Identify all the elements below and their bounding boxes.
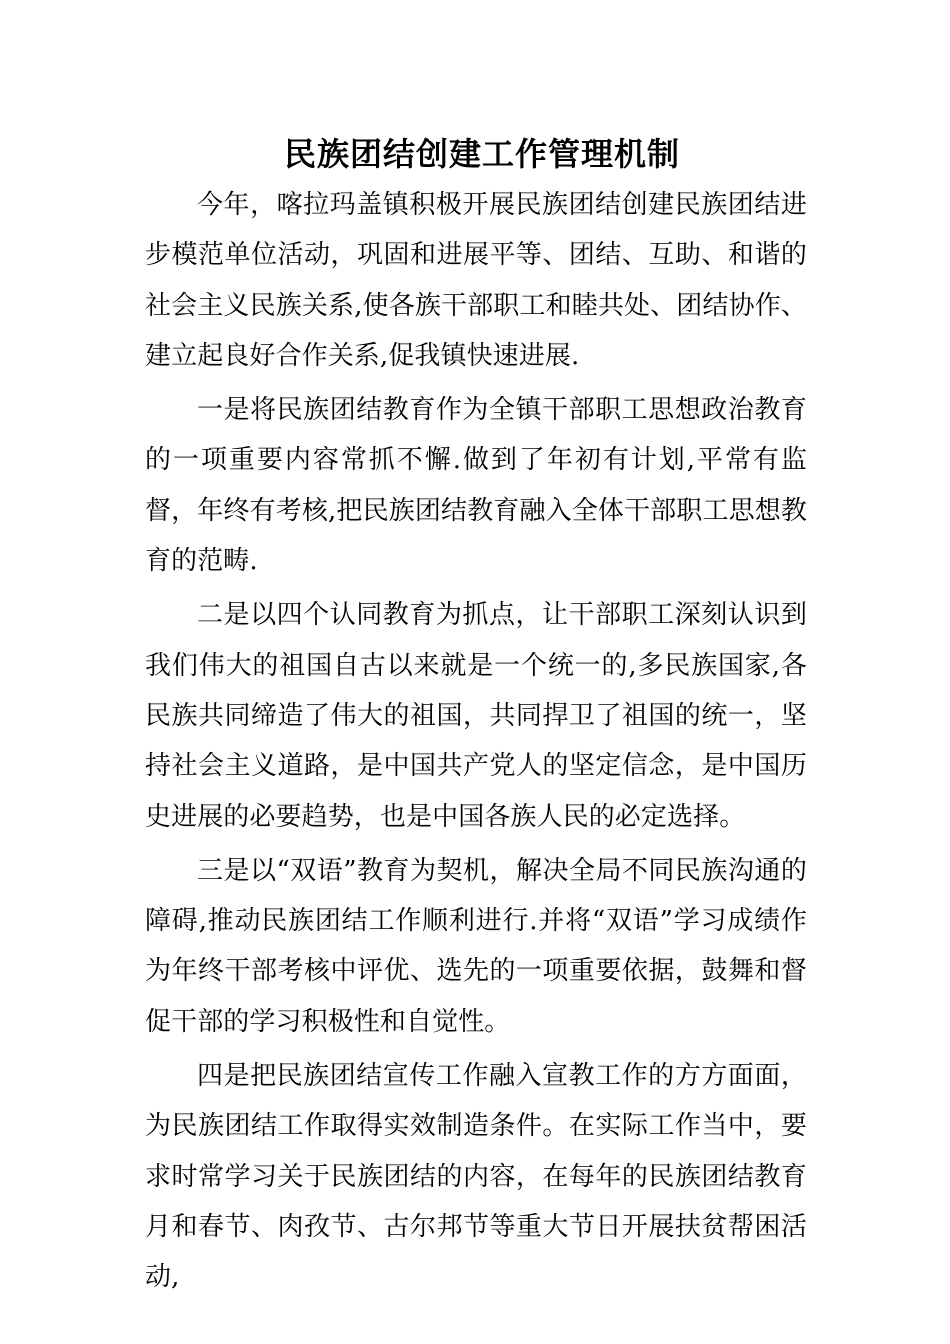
paragraph-intro: 今年，喀拉玛盖镇积极开展民族团结创建民族团结进步模范单位活动，巩固和进展平等、团结、互助、和谐的社会主义民族关系,使各族干部职工和睦共处、团结协作、建立起良好合作关系,促我镇快速进展. [145,190,807,371]
document-title: 民族团结创建工作管理机制 [283,135,680,173]
paragraph-point-three: 三是以“双语”教育为契机，解决全局不同民族沟通的障碍,推动民族团结工作顺利进行.并将“双语”学习成绩作为年终干部考核中评优、选先的一项重要依据，鼓舞和督促干部的学习积极性和自觉性。 [145,855,807,1037]
paragraph-point-one: 一是将民族团结教育作为全镇干部职工思想政治教育的一项重要内容常抓不懈.做到了年初有计划,平常有监督，年终有考核,把民族团结教育融入全体干部职工思想教育的范畴. [145,395,807,577]
paragraph-point-four: 四是把民族团结宣传工作融入宣教工作的方方面面，为民族团结工作取得实效制造条件。在实际工作当中，要求时常学习关于民族团结的内容，在每年的民族团结教育月和春节、肉孜节、古尔邦节等重大节日开展扶贫帮困活动, [145,1061,807,1293]
paragraph-point-two: 二是以四个认同教育为抓点，让干部职工深刻认识到我们伟大的祖国自古以来就是一个统一的,多民族国家,各民族共同缔造了伟大的祖国，共同捍卫了祖国的统一，坚持社会主义道路，是中国共产党人的坚定信念，是中国历史进展的必要趋势，也是中国各族人民的必定选择。 [145,600,807,832]
